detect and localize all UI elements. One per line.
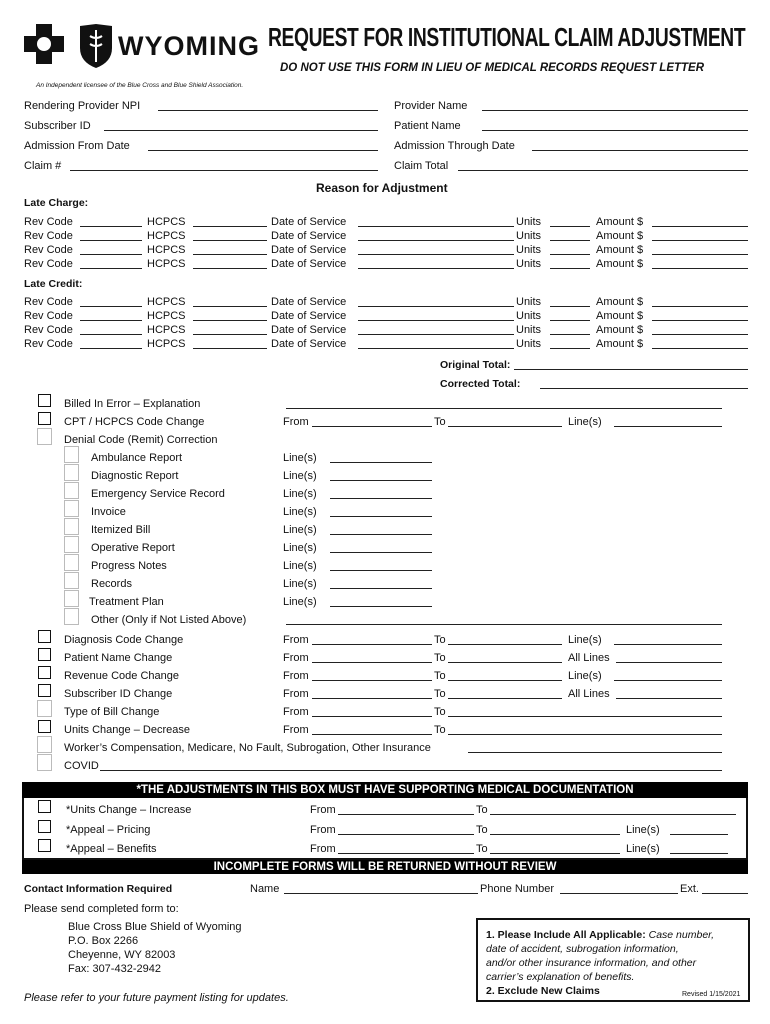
late-credit-units-field[interactable] xyxy=(550,306,590,307)
late-charge-date-of-service-field[interactable] xyxy=(358,240,514,241)
subscriber-id-field[interactable] xyxy=(104,130,378,131)
denial-sub-item-checkbox[interactable] xyxy=(64,554,79,571)
include-line-1 xyxy=(486,929,714,941)
claim-number-label: Claim # xyxy=(24,160,62,172)
appeal-pricing-to-label: To xyxy=(476,824,488,836)
contact-name-label: Name xyxy=(250,883,280,895)
denial-sub-item-checkbox[interactable] xyxy=(64,446,79,463)
denial-sub-item-lines-field[interactable] xyxy=(330,606,432,607)
late-credit-amount-field[interactable] xyxy=(652,306,748,307)
provider-name-label: Provider Name xyxy=(394,100,468,112)
include-line-5: 2. Exclude New Claims xyxy=(486,985,600,997)
units-increase-to-label: To xyxy=(476,804,488,816)
logo-tagline: An Independent licensee of the Blue Cross and Blue Shield Association. xyxy=(36,82,244,89)
subscriber-change-lines-field[interactable] xyxy=(616,698,722,699)
cpt-from-label: From xyxy=(283,416,309,428)
subscriber-change-label: Subscriber ID Change xyxy=(64,688,173,700)
cpt-to-label: To xyxy=(434,416,446,428)
original-total-field[interactable] xyxy=(514,369,748,370)
bill-type-change-from-label: From xyxy=(283,706,309,718)
late-charge-units-label: Units xyxy=(516,258,542,270)
admission-through-label: Admission Through Date xyxy=(394,140,515,152)
patient-name-change-checkbox[interactable] xyxy=(38,648,51,661)
late-credit-rev-code-label: Rev Code xyxy=(24,296,73,308)
covid-field[interactable] xyxy=(100,770,722,771)
diagnosis-change-to-field[interactable] xyxy=(448,644,562,645)
late-charge-units-label: Units xyxy=(516,230,542,242)
patient-name-change-all-lines-label: All Lines xyxy=(568,652,610,664)
late-credit-amount-field[interactable] xyxy=(652,334,748,335)
denial-sub-item-lines-field[interactable] xyxy=(330,498,432,499)
late-credit-hcpcs-field[interactable] xyxy=(193,348,267,349)
denial-sub-item-checkbox[interactable] xyxy=(64,572,79,589)
reason-heading: Reason for Adjustment xyxy=(316,181,448,195)
appeal-pricing-to-field[interactable] xyxy=(490,834,620,835)
late-charge-amount-label: Amount $ xyxy=(596,244,644,256)
incomplete-forms-banner: INCOMPLETE FORMS WILL BE RETURNED WITHOUT REVIEW xyxy=(22,860,748,874)
appeal-benefits-lines-field[interactable] xyxy=(670,853,728,854)
late-charge-date-of-service-field[interactable] xyxy=(358,268,514,269)
late-charge-amount-field[interactable] xyxy=(652,226,748,227)
late-charge-amount-field[interactable] xyxy=(652,268,748,269)
denial-sub-item-label: Progress Notes xyxy=(91,560,167,572)
appeal-benefits-from-field[interactable] xyxy=(338,853,474,854)
documentation-banner: *THE ADJUSTMENTS IN THIS BOX MUST HAVE SUPPORTING MEDICAL DOCUMENTATION xyxy=(22,782,748,798)
diagnosis-change-from-label: From xyxy=(283,634,309,646)
late-charge-date-of-service-label: Date of Service xyxy=(271,216,347,228)
late-credit-date-of-service-label: Date of Service xyxy=(271,310,347,322)
late-charge-rev-code-field[interactable] xyxy=(80,240,142,241)
units-increase-from-field[interactable] xyxy=(338,814,474,815)
admission-through-field[interactable] xyxy=(532,150,748,151)
late-credit-hcpcs-field[interactable] xyxy=(193,334,267,335)
workers-comp-checkbox[interactable] xyxy=(37,736,52,753)
denial-sub-item-label: Treatment Plan xyxy=(89,596,164,608)
units-decrease-label: Units Change – Decrease xyxy=(64,724,190,736)
address-line-3: Cheyenne, WY 82003 xyxy=(68,949,176,961)
late-charge-units-field[interactable] xyxy=(550,268,590,269)
logo xyxy=(22,22,262,88)
late-credit-units-label: Units xyxy=(516,324,542,336)
denial-sub-item-lines-field[interactable] xyxy=(330,552,432,553)
late-credit-date-of-service-label: Date of Service xyxy=(271,324,347,336)
admission-from-label: Admission From Date xyxy=(24,140,130,152)
appeal-benefits-checkbox[interactable] xyxy=(38,839,51,852)
revenue-change-from-label: From xyxy=(283,670,309,682)
contact-ext-field[interactable] xyxy=(702,893,748,894)
units-increase-checkbox[interactable] xyxy=(38,800,51,813)
late-credit-date-of-service-field[interactable] xyxy=(358,306,514,307)
late-charge-units-label: Units xyxy=(516,244,542,256)
late-charge-rev-code-label: Rev Code xyxy=(24,230,73,242)
denial-sub-item-checkbox[interactable] xyxy=(64,464,79,481)
units-increase-from-label: From xyxy=(310,804,336,816)
denial-sub-item-label: Invoice xyxy=(91,506,126,518)
units-decrease-from-field[interactable] xyxy=(312,734,432,735)
patient-name-change-from-field[interactable] xyxy=(312,662,432,663)
late-charge-amount-label: Amount $ xyxy=(596,230,644,242)
late-credit-hcpcs-label: HCPCS xyxy=(147,296,186,308)
revenue-change-to-field[interactable] xyxy=(448,680,562,681)
workers-comp-field[interactable] xyxy=(468,752,722,753)
late-charge-hcpcs-field[interactable] xyxy=(193,240,267,241)
cpt-to-field[interactable] xyxy=(448,426,562,427)
revenue-change-checkbox[interactable] xyxy=(38,666,51,679)
late-charge-units-field[interactable] xyxy=(550,240,590,241)
late-credit-amount-field[interactable] xyxy=(652,348,748,349)
late-credit-amount-label: Amount $ xyxy=(596,324,644,336)
denial-sub-item-lines-field[interactable] xyxy=(330,570,432,571)
denial-sub-item-checkbox[interactable] xyxy=(64,536,79,553)
appeal-benefits-to-field[interactable] xyxy=(490,853,620,854)
address-line-1: Blue Cross Blue Shield of Wyoming xyxy=(68,921,242,933)
late-charge-amount-label: Amount $ xyxy=(596,216,644,228)
subscriber-change-to-field[interactable] xyxy=(448,698,562,699)
late-charge-units-field[interactable] xyxy=(550,226,590,227)
late-charge-hcpcs-field[interactable] xyxy=(193,254,267,255)
denial-sub-item-checkbox[interactable] xyxy=(64,500,79,517)
late-credit-label: Late Credit: xyxy=(24,278,83,290)
cpt-lines-label: Line(s) xyxy=(568,416,602,428)
units-decrease-checkbox[interactable] xyxy=(38,720,51,733)
workers-comp-label: Worker’s Compensation, Medicare, No Fault, Subrogation, Other Insurance xyxy=(64,742,431,754)
late-charge-amount-label: Amount $ xyxy=(596,258,644,270)
billed-in-error-field[interactable] xyxy=(286,408,722,409)
patient-name-field[interactable] xyxy=(482,130,748,131)
future-note: Please refer to your future payment listing for updates. xyxy=(24,992,289,1004)
appeal-benefits-lines-label: Line(s) xyxy=(626,843,660,855)
late-credit-date-of-service-field[interactable] xyxy=(358,334,514,335)
late-credit-amount-field[interactable] xyxy=(652,320,748,321)
contact-phone-label: Phone Number xyxy=(480,883,554,895)
late-credit-amount-label: Amount $ xyxy=(596,338,644,350)
denial-sub-item-lines-field[interactable] xyxy=(330,480,432,481)
denial-sub-item-lines-label: Line(s) xyxy=(283,596,317,608)
include-line-4: carrier’s explanation of benefits. xyxy=(486,971,635,983)
late-credit-date-of-service-label: Date of Service xyxy=(271,296,347,308)
denial-sub-item-lines-label: Line(s) xyxy=(283,524,317,536)
patient-name-change-label: Patient Name Change xyxy=(64,652,173,664)
late-charge-hcpcs-field[interactable] xyxy=(193,268,267,269)
appeal-pricing-from-label: From xyxy=(310,824,336,836)
diagnosis-change-to-label: To xyxy=(434,634,446,646)
page-subtitle: DO NOT USE THIS FORM IN LIEU OF MEDICAL RECORDS REQUEST LETTER xyxy=(280,62,705,74)
denial-sub-item-label: Operative Report xyxy=(91,542,175,554)
late-charge-rev-code-field[interactable] xyxy=(80,268,142,269)
address-line-4: Fax: 307-432-2942 xyxy=(68,963,161,975)
late-charge-rev-code-label: Rev Code xyxy=(24,216,73,228)
denial-sub-item-checkbox[interactable] xyxy=(64,482,79,499)
include-line-2: date of accident, subrogation information, xyxy=(486,943,679,955)
denial-code-label: Denial Code (Remit) Correction xyxy=(64,434,218,446)
include-line-1-bold: 1. Please Include All Applicable: xyxy=(486,929,646,941)
appeal-pricing-label: *Appeal – Pricing xyxy=(66,824,151,836)
units-increase-to-field[interactable] xyxy=(490,814,736,815)
revised-date: Revised 1/15/2021 xyxy=(682,991,741,998)
late-credit-date-of-service-field[interactable] xyxy=(358,320,514,321)
rendering-npi-label: Rendering Provider NPI xyxy=(24,100,141,112)
late-credit-hcpcs-label: HCPCS xyxy=(147,338,186,350)
late-credit-date-of-service-field[interactable] xyxy=(358,348,514,349)
bill-type-change-checkbox[interactable] xyxy=(37,700,52,717)
denial-sub-item-lines-label: Line(s) xyxy=(283,452,317,464)
covid-checkbox[interactable] xyxy=(37,754,52,771)
denial-sub-item-label: Diagnostic Report xyxy=(91,470,179,482)
revenue-change-lines-label: Line(s) xyxy=(568,670,602,682)
patient-name-change-lines-field[interactable] xyxy=(616,662,722,663)
send-to-label: Please send completed form to: xyxy=(24,903,179,915)
units-decrease-to-field[interactable] xyxy=(448,734,722,735)
denial-sub-item-label: Emergency Service Record xyxy=(91,488,225,500)
patient-name-change-to-label: To xyxy=(434,652,446,664)
billed-in-error-label: Billed In Error – Explanation xyxy=(64,398,201,410)
late-charge-date-of-service-label: Date of Service xyxy=(271,230,347,242)
denial-sub-item-label: Records xyxy=(91,578,132,590)
denial-sub-item-lines-label: Line(s) xyxy=(283,488,317,500)
subscriber-change-from-field[interactable] xyxy=(312,698,432,699)
denial-sub-item-checkbox[interactable] xyxy=(64,590,79,607)
late-charge-hcpcs-label: HCPCS xyxy=(147,244,186,256)
cpt-lines-field[interactable] xyxy=(614,426,722,427)
cpt-change-label: CPT / HCPCS Code Change xyxy=(64,416,205,428)
denial-sub-item-lines-label: Line(s) xyxy=(283,542,317,554)
appeal-pricing-from-field[interactable] xyxy=(338,834,474,835)
diagnosis-change-lines-field[interactable] xyxy=(614,644,722,645)
late-credit-rev-code-field[interactable] xyxy=(80,348,142,349)
bill-type-change-to-field[interactable] xyxy=(448,716,722,717)
denial-sub-item-label: Ambulance Report xyxy=(91,452,183,464)
claim-number-field[interactable] xyxy=(70,170,378,171)
late-credit-units-field[interactable] xyxy=(550,334,590,335)
units-decrease-to-label: To xyxy=(434,724,446,736)
late-credit-units-field[interactable] xyxy=(550,348,590,349)
cpt-from-field[interactable] xyxy=(312,426,432,427)
diagnosis-change-lines-label: Line(s) xyxy=(568,634,602,646)
late-charge-hcpcs-label: HCPCS xyxy=(147,258,186,270)
denial-sub-item-lines-label: Line(s) xyxy=(283,506,317,518)
claim-total-label: Claim Total xyxy=(394,160,449,172)
late-credit-date-of-service-label: Date of Service xyxy=(271,338,347,350)
corrected-total-field[interactable] xyxy=(540,388,748,389)
denial-sub-item-checkbox[interactable] xyxy=(64,608,79,625)
late-charge-units-label: Units xyxy=(516,216,542,228)
late-charge-label: Late Charge: xyxy=(24,197,89,209)
late-credit-hcpcs-field[interactable] xyxy=(193,320,267,321)
late-credit-hcpcs-field[interactable] xyxy=(193,306,267,307)
diagnosis-change-checkbox[interactable] xyxy=(38,630,51,643)
patient-name-change-to-field[interactable] xyxy=(448,662,562,663)
denial-sub-item-lines-label: Line(s) xyxy=(283,578,317,590)
revenue-change-from-field[interactable] xyxy=(312,680,432,681)
denial-sub-item-lines-label: Line(s) xyxy=(283,560,317,572)
appeal-pricing-checkbox[interactable] xyxy=(38,820,51,833)
appeal-benefits-from-label: From xyxy=(310,843,336,855)
late-credit-rev-code-field[interactable] xyxy=(80,334,142,335)
revenue-change-lines-field[interactable] xyxy=(614,680,722,681)
subscriber-change-to-label: To xyxy=(434,688,446,700)
patient-name-label: Patient Name xyxy=(394,120,461,132)
contact-ext-label: Ext. xyxy=(680,883,699,895)
original-total-label: Original Total: xyxy=(440,359,511,371)
late-charge-rev-code-label: Rev Code xyxy=(24,258,73,270)
appeal-benefits-label: *Appeal – Benefits xyxy=(66,843,157,855)
denial-sub-item-lines-field[interactable] xyxy=(330,516,432,517)
denial-sub-item-label: Itemized Bill xyxy=(91,524,151,536)
appeal-benefits-to-label: To xyxy=(476,843,488,855)
bill-type-change-from-field[interactable] xyxy=(312,716,432,717)
subscriber-change-all-lines-label: All Lines xyxy=(568,688,610,700)
cross-shield-icon xyxy=(22,22,120,70)
address-line-2: P.O. Box 2266 xyxy=(68,935,139,947)
diagnosis-change-label: Diagnosis Code Change xyxy=(64,634,184,646)
late-charge-units-field[interactable] xyxy=(550,254,590,255)
covid-label: COVID xyxy=(64,760,99,772)
late-credit-rev-code-label: Rev Code xyxy=(24,310,73,322)
appeal-pricing-lines-label: Line(s) xyxy=(626,824,660,836)
late-charge-date-of-service-field[interactable] xyxy=(358,254,514,255)
contact-name-field[interactable] xyxy=(284,893,478,894)
diagnosis-change-from-field[interactable] xyxy=(312,644,432,645)
claim-total-field[interactable] xyxy=(458,170,748,171)
late-charge-hcpcs-label: HCPCS xyxy=(147,216,186,228)
patient-name-change-from-label: From xyxy=(283,652,309,664)
late-credit-units-label: Units xyxy=(516,310,542,322)
admission-from-field[interactable] xyxy=(148,150,378,151)
late-credit-amount-label: Amount $ xyxy=(596,296,644,308)
denial-sub-item-lines-label: Line(s) xyxy=(283,470,317,482)
revenue-change-to-label: To xyxy=(434,670,446,682)
include-line-1-rest: Case number, xyxy=(645,929,714,941)
late-charge-amount-field[interactable] xyxy=(652,254,748,255)
late-charge-date-of-service-label: Date of Service xyxy=(271,244,347,256)
corrected-total-label: Corrected Total: xyxy=(440,378,521,390)
include-line-3: and/or other insurance information, and other xyxy=(486,957,697,969)
billed-in-error-checkbox[interactable] xyxy=(38,394,51,407)
late-credit-amount-label: Amount $ xyxy=(596,310,644,322)
provider-name-field[interactable] xyxy=(482,110,748,111)
logo-word: WYOMING xyxy=(118,31,260,61)
revenue-change-label: Revenue Code Change xyxy=(64,670,179,682)
late-credit-rev-code-field[interactable] xyxy=(80,320,142,321)
other-explanation-field[interactable] xyxy=(286,624,722,625)
contact-required-label: Contact Information Required xyxy=(24,883,173,895)
late-charge-hcpcs-label: HCPCS xyxy=(147,230,186,242)
late-charge-rev-code-label: Rev Code xyxy=(24,244,73,256)
appeal-pricing-lines-field[interactable] xyxy=(670,834,728,835)
late-charge-date-of-service-label: Date of Service xyxy=(271,258,347,270)
cpt-change-checkbox[interactable] xyxy=(38,412,51,425)
late-credit-units-field[interactable] xyxy=(550,320,590,321)
bill-type-change-label: Type of Bill Change xyxy=(64,706,160,718)
late-credit-hcpcs-label: HCPCS xyxy=(147,324,186,336)
late-charge-rev-code-field[interactable] xyxy=(80,254,142,255)
units-decrease-from-label: From xyxy=(283,724,309,736)
denial-sub-item-lines-field[interactable] xyxy=(330,588,432,589)
denial-sub-item-label: Other (Only if Not Listed Above) xyxy=(91,614,247,626)
late-credit-rev-code-label: Rev Code xyxy=(24,324,73,336)
denial-sub-item-lines-field[interactable] xyxy=(330,534,432,535)
units-increase-label: *Units Change – Increase xyxy=(66,804,192,816)
late-credit-rev-code-field[interactable] xyxy=(80,306,142,307)
late-charge-rev-code-field[interactable] xyxy=(80,226,142,227)
denial-code-checkbox[interactable] xyxy=(37,428,52,445)
late-credit-hcpcs-label: HCPCS xyxy=(147,310,186,322)
bill-type-change-to-label: To xyxy=(434,706,446,718)
rendering-npi-field[interactable] xyxy=(158,110,378,111)
late-credit-units-label: Units xyxy=(516,338,542,350)
denial-sub-item-checkbox[interactable] xyxy=(64,518,79,535)
late-charge-date-of-service-field[interactable] xyxy=(358,226,514,227)
subscriber-change-from-label: From xyxy=(283,688,309,700)
denial-sub-item-lines-field[interactable] xyxy=(330,462,432,463)
late-credit-rev-code-label: Rev Code xyxy=(24,338,73,350)
late-charge-amount-field[interactable] xyxy=(652,240,748,241)
late-charge-hcpcs-field[interactable] xyxy=(193,226,267,227)
late-credit-units-label: Units xyxy=(516,296,542,308)
page-title: REQUEST FOR INSTITUTIONAL CLAIM ADJUSTMENT xyxy=(268,22,746,52)
subscriber-id-label: Subscriber ID xyxy=(24,120,91,132)
contact-phone-field[interactable] xyxy=(560,893,678,894)
subscriber-change-checkbox[interactable] xyxy=(38,684,51,697)
